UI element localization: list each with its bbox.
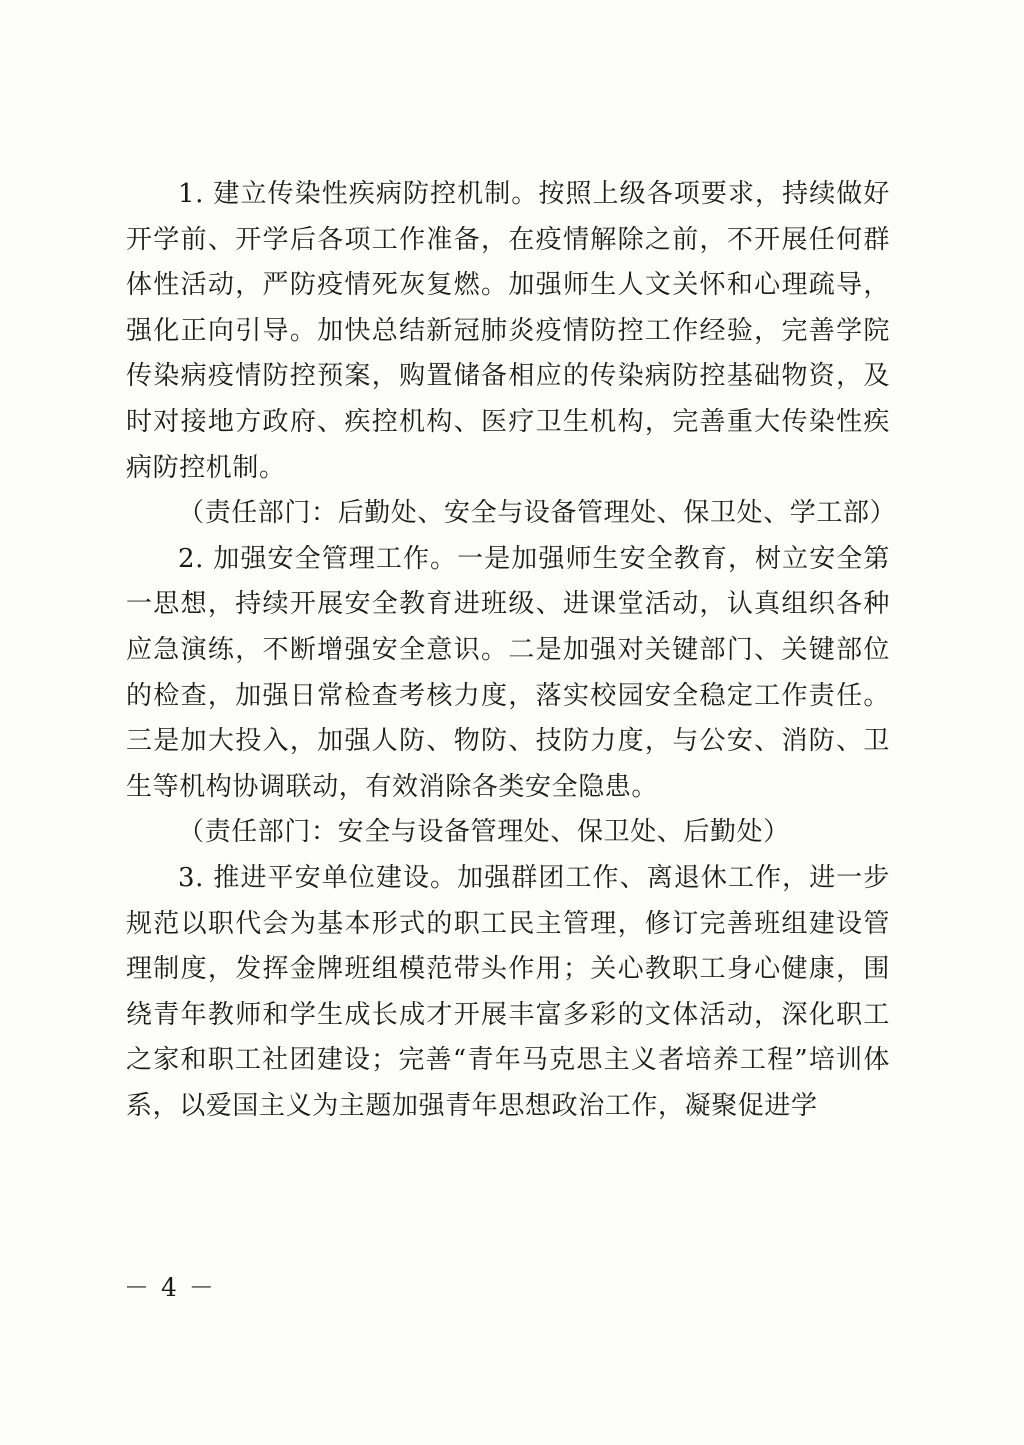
page-number: － 4 －	[124, 1273, 216, 1302]
item-1-responsibility: （责任部门：后勤处、安全与设备管理处、保卫处、学工部）	[178, 498, 897, 529]
item-1-paragraph: 1. 建立传染性疾病防控机制。按照上级各项要求，持续做好开学前、开学后各项工作准备，在疫情解除之前，不开展任何群体性活动，严防疫情死灰复燃。加强师生人文关怀和心理疏导，强化正向引导。加快总结新冠肺炎疫情防控工作经验，完善学院传染病疫情防控预案，购置储备相应的传染病防控基础物资，及时对接地方政府、疾控机构、医疗卫生机构，完善重大传染性疾病防控机制。	[126, 179, 890, 483]
item-2-responsibility: （责任部门：安全与设备管理处、保卫处、后勤处）	[178, 817, 790, 848]
document-body	[126, 172, 897, 1129]
item-2-paragraph: 2. 加强安全管理工作。一是加强师生安全教育，树立安全第一思想，持续开展安全教育进班级、进课堂活动，认真组织各种应急演练，不断增强安全意识。二是加强对关键部门、关键部位的检查，加强日常检查考核力度，落实校园安全稳定工作责任。三是加大投入，加强人防、物防、技防力度，与公安、消防、卫生等机构协调联动，有效消除各类安全隐患。	[126, 543, 890, 802]
item-3-paragraph: 3. 推进平安单位建设。加强群团工作、离退休工作，进一步规范以职代会为基本形式的职工民主管理，修订完善班组建设管理制度，发挥金牌班组模范带头作用；关心教职工身心健康，围绕青年教师和学生成长成才开展丰富多彩的文体活动，深化职工之家和职工社团建设；完善“青年马克思主义者培养工程”培训体系，以爱国主义为主题加强青年思想政治工作，凝聚促进学	[126, 862, 890, 1121]
